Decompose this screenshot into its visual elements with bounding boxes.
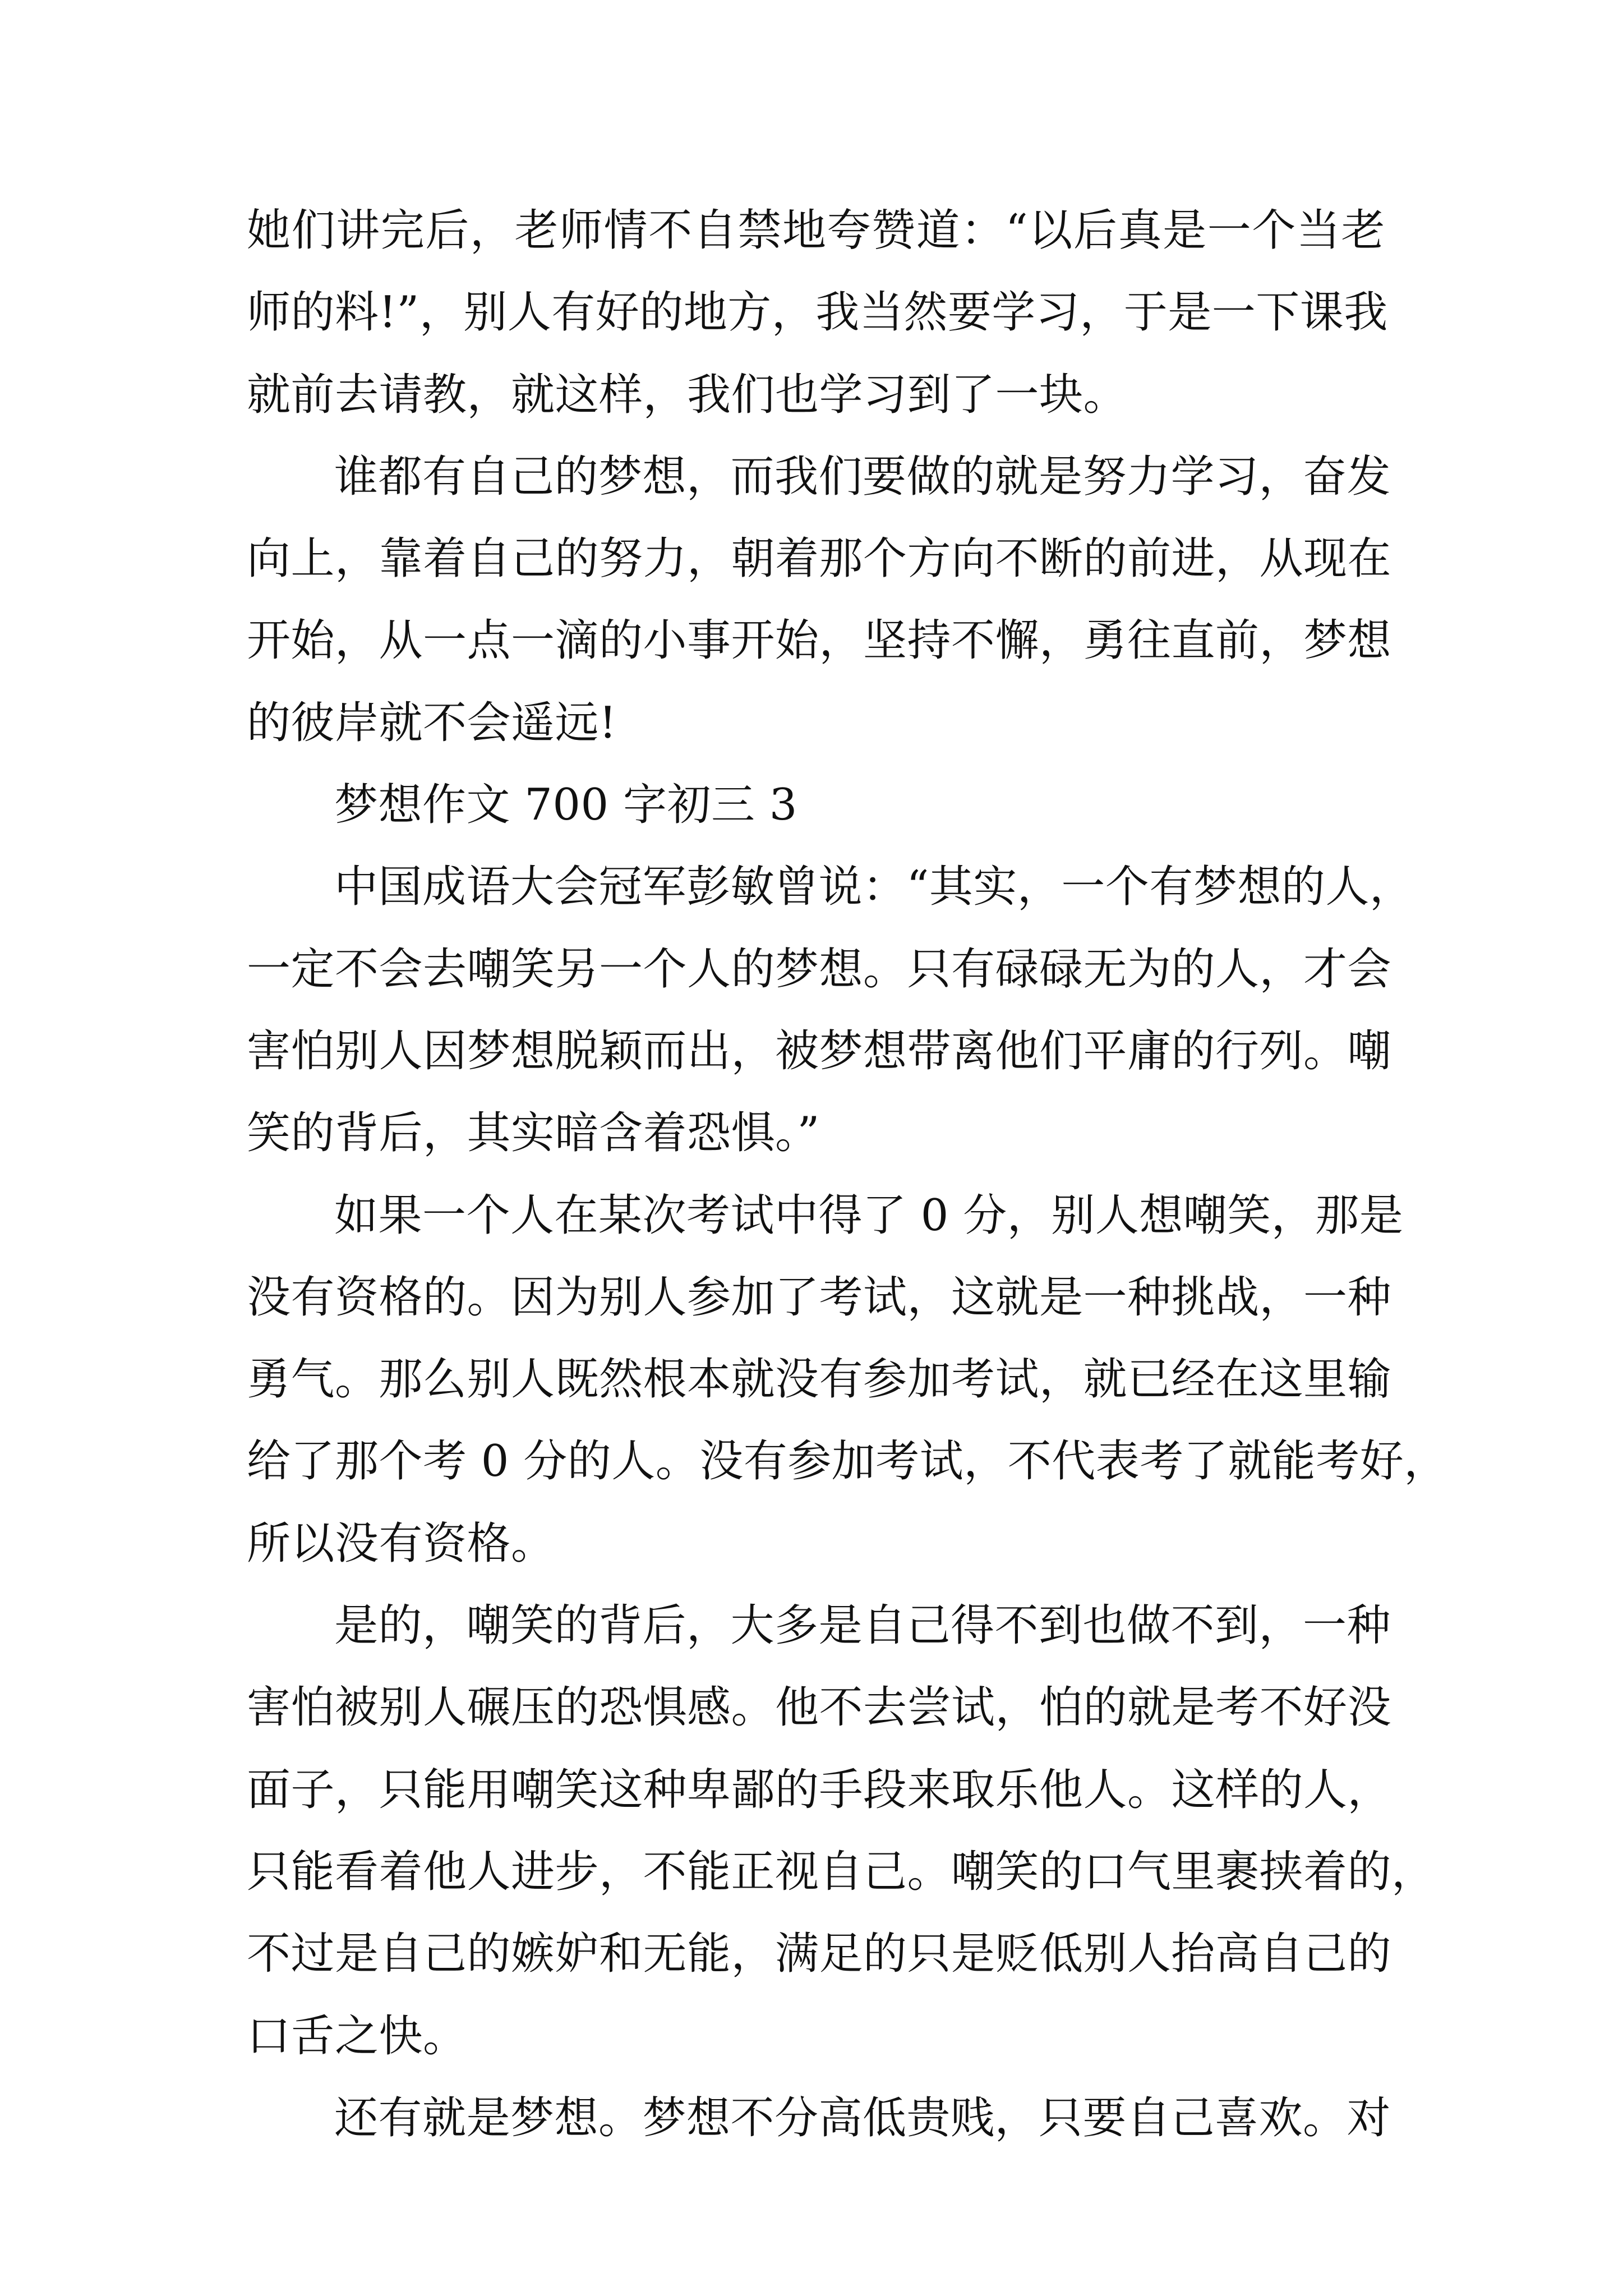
text-line: 开始，从一点一滴的小事开始，坚持不懈，勇往直前，梦想 (247, 615, 1392, 666)
text-line: 所以没有资格。 (247, 1518, 555, 1569)
text-line: 师的料!”，别人有好的地方，我当然要学习，于是一下课我 (247, 287, 1388, 338)
text-line: 害怕别人因梦想脱颖而出，被梦想带离他们平庸的行列。嘲 (247, 1025, 1392, 1076)
text-line: 口舌之快。 (247, 2010, 467, 2062)
text-line: 还有就是梦想。梦想不分高低贵贱，只要自己喜欢。对 (334, 2092, 1391, 2143)
text-line: 勇气。那么别人既然根本就没有参加考试，就已经在这里输 (247, 1354, 1392, 1405)
text-line: 就前去请教，就这样，我们也学习到了一块。 (247, 369, 1128, 420)
text-line: 向上，靠着自己的努力，朝着那个方向不断的前进，从现在 (247, 533, 1392, 585)
text-line: 只能看着他人进步，不能正视自己。嘲笑的口气里裹挟着的， (247, 1846, 1436, 1897)
body-text (247, 190, 1448, 2159)
text-line: 不过是自己的嫉妒和无能，满足的只是贬低别人抬高自己的 (247, 1929, 1392, 1980)
text-line: 谁都有自己的梦想，而我们要做的就是努力学习，奋发 (334, 451, 1391, 502)
text-line: 梦想作文 700 字初三 3 (334, 780, 797, 831)
text-line: 一定不会去嘲笑另一个人的梦想。只有碌碌无为的人，才会 (247, 944, 1392, 995)
text-line: 中国成语大会冠军彭敏曾说：“其实，一个有梦想的人， (334, 862, 1414, 913)
text-line: 是的，嘲笑的背后，大多是自己得不到也做不到，一种 (334, 1600, 1391, 1651)
text-line: 给了那个考 0 分的人。没有参加考试，不代表考了就能考好， (247, 1436, 1448, 1487)
text-line: 如果一个人在某次考试中得了 0 分，别人想嘲笑，那是 (334, 1190, 1404, 1241)
text-line: 她们讲完后，老师情不自禁地夸赞道：“以后真是一个当老 (247, 205, 1385, 256)
text-line: 害怕被别人碾压的恐惧感。他不去尝试，怕的就是考不好没 (247, 1682, 1392, 1733)
text-line: 的彼岸就不会遥远! (247, 697, 617, 748)
text-line: 笑的背后，其实暗含着恐惧。” (247, 1108, 820, 1159)
text-line: 没有资格的。因为别人参加了考试，这就是一种挑战，一种 (247, 1272, 1392, 1323)
text-line: 面子，只能用嘲笑这种卑鄙的手段来取乐他人。这样的人， (247, 1764, 1392, 1815)
